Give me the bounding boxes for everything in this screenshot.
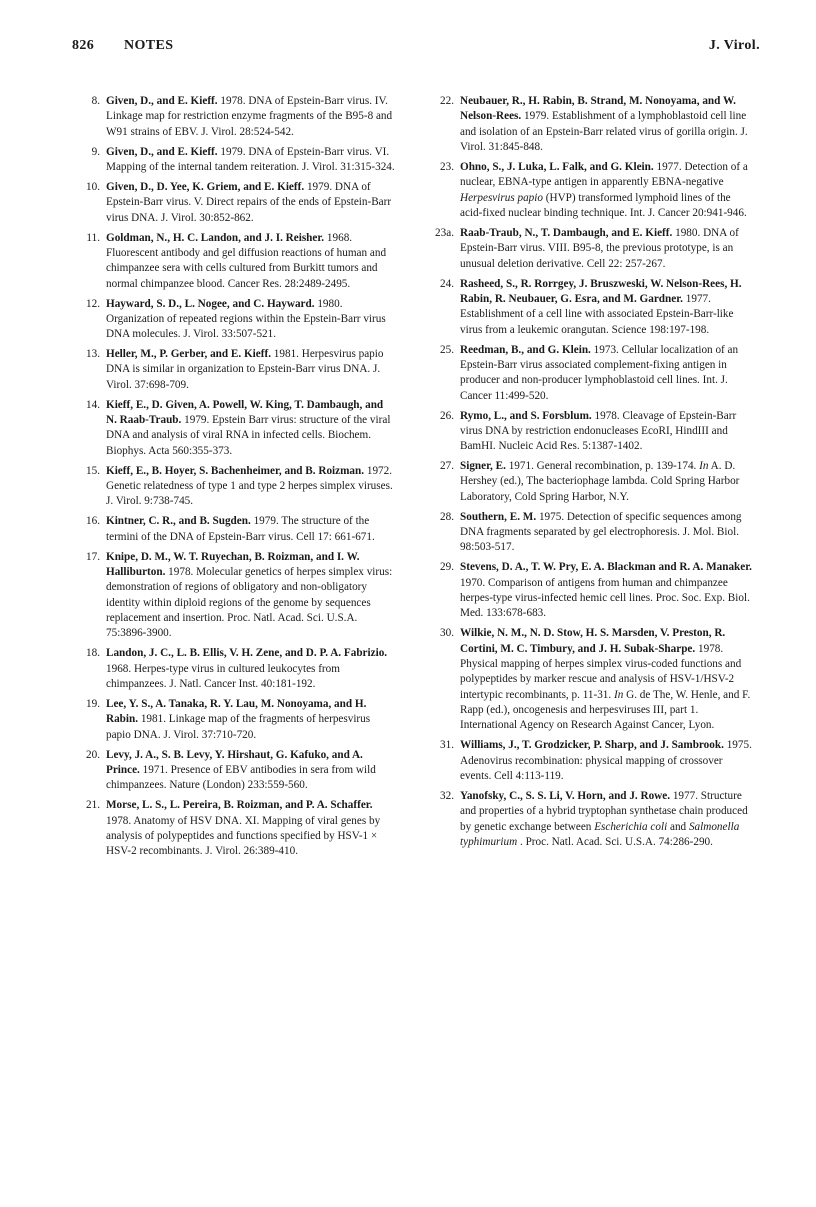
reference-number: 21.: [86, 799, 100, 812]
reference-text: 1978. Cleavage of Epstein-Barr virus DNA by restriction endonucleases EcoRI, HindIII and BamHI. Nucleic Acid Res. 5:1387-1402.: [460, 409, 737, 453]
reference-text: 1977. Structure and properties of a hybrid tryptophan synthetase chain produced by genetic exchange between: [460, 789, 748, 833]
reference-number: 15.: [86, 464, 100, 477]
reference-text: 1968. Herpes-type virus in cultured leukocytes from chimpanzees. J. Natl. Cancer Inst. 40:181-192.: [106, 662, 340, 690]
reference-number: 27.: [440, 460, 454, 473]
reference-text: 1970. Comparison of antigens from human and chimpanzee herpes-type virus-infected hemic cell lines. Proc. Soc. Exp. Biol. Med. 133:678-683.: [460, 576, 750, 620]
reference-text: and: [670, 820, 687, 833]
reference-entry: [70, 514, 396, 545]
reference-authors: Kieff, E., D. Given, A. Powell, W. King, T. Dambaugh, and N. Raab-Traub.: [106, 398, 384, 427]
reference-text: 1980. DNA of Epstein-Barr virus. VIII. B95-8, the previous prototype, is an unusual deletion derivative. Cell 22: 257-267.: [460, 226, 739, 270]
reference-text: 1977. Detection of a nuclear, EBNA-type antigen in apparently EBNA-negative: [460, 160, 748, 189]
reference-text: (HVP) transformed lymphoid lines of the acid-fixed nuclear binding technique. Int. J. Cancer 20:941-946.: [460, 191, 747, 219]
reference-number: 10.: [86, 180, 100, 193]
reference-entry: [424, 738, 754, 784]
section-title: NOTES: [124, 38, 174, 53]
reference-entry: [70, 748, 396, 794]
reference-authors: Given, D., and E. Kieff.: [106, 145, 218, 158]
reference-authors: Given, D., and E. Kieff.: [106, 95, 218, 107]
reference-authors: Stevens, D. A., T. W. Pry, E. A. Blackman and R. A. Manaker.: [460, 561, 752, 574]
reference-entry: [70, 347, 396, 393]
reference-number: 16.: [86, 515, 100, 528]
reference-entry: [424, 560, 754, 621]
reference-italic: Escherichia coli: [594, 820, 668, 833]
reference-authors: Landon, J. C., L. B. Ellis, V. H. Zene, and D. P. A. Fabrizio.: [106, 647, 388, 660]
page-number: 826: [72, 38, 95, 53]
reference-text: 1979. Epstein Barr virus: structure of the viral DNA and analysis of viral RNA in infected cells. Biochem. Biophys. Acta 560:355-373.: [106, 414, 391, 457]
reference-number: 17.: [86, 550, 100, 563]
reference-entry: [424, 459, 754, 505]
references-right-column: [424, 94, 754, 855]
reference-authors: Kieff, E., B. Hoyer, S. Bachenheimer, and B. Roizman.: [106, 464, 365, 477]
reference-number: 25.: [440, 343, 454, 356]
reference-entry: [70, 94, 396, 140]
reference-text: 1979. DNA of Epstein-Barr virus. V. Direct repairs of the ends of Epstein-Barr virus DNA. J. Virol. 30:852-862.: [106, 180, 392, 224]
reference-entry: [424, 343, 754, 404]
reference-authors: Williams, J., T. Grodzicker, P. Sharp, and J. Sambrook.: [460, 739, 724, 752]
reference-number: 12.: [86, 297, 100, 310]
reference-number: 28.: [440, 510, 454, 523]
reference-text: 1977. Establishment of a cell line with associated Epstein-Barr-like virus from a leukemic orangutan. Science 198:197-198.: [460, 292, 734, 336]
reference-number: 14.: [86, 398, 100, 411]
reference-entry: [424, 160, 754, 221]
reference-authors: Lee, Y. S., A. Tanaka, R. Y. Lau, M. Nonoyama, and H. Rabin.: [106, 697, 367, 726]
reference-number: 30.: [440, 627, 454, 640]
reference-authors: Knipe, D. M., W. T. Ruyechan, B. Roizman, and I. W. Halliburton.: [106, 550, 360, 578]
reference-number: 23.: [440, 160, 454, 173]
reference-authors: Raab-Traub, N., T. Dambaugh, and E. Kieff.: [460, 226, 673, 239]
reference-authors: Neubauer, R., H. Rabin, B. Strand, M. Nonoyama, and W. Nelson-Rees.: [460, 95, 736, 123]
reference-entry: [424, 626, 754, 733]
reference-number: 32.: [440, 789, 454, 802]
references-left-column: [70, 94, 396, 864]
reference-entry: [70, 145, 396, 176]
journal-abbrev: J. Virol.: [708, 38, 760, 53]
reference-entry: [70, 180, 396, 226]
reference-text: 1981. Linkage map of the fragments of herpesvirus papio DNA. J. Virol. 37:710-720.: [106, 713, 371, 741]
reference-text: 1978. Molecular genetics of herpes simplex virus: demonstration of regions of obligatory and non-obligatory identity within diploid regions of the genome by sequences replacement and insertion. Proc. Natl. Acad. Sci. U.S.A. 75:3896-3900.: [106, 565, 393, 640]
reference-authors: Reedman, B., and G. Klein.: [460, 343, 591, 356]
reference-entry: [70, 798, 396, 859]
reference-entry: [70, 398, 396, 459]
reference-number: 23a.: [435, 226, 454, 239]
reference-authors: Goldman, N., H. C. Landon, and J. I. Reisher.: [106, 231, 325, 244]
reference-text: 1980. Organization of repeated regions within the Epstein-Barr virus DNA molecules. J. Virol. 33:507-521.: [106, 297, 386, 341]
reference-entry: [424, 510, 754, 556]
reference-number: 22.: [440, 95, 454, 107]
reference-number: 19.: [86, 697, 100, 710]
reference-number: 9.: [91, 145, 100, 158]
reference-authors: Yanofsky, C., S. S. Li, V. Horn, and J. Rowe.: [460, 789, 671, 802]
reference-number: 8.: [91, 95, 100, 107]
reference-authors: Rymo, L., and S. Forsblum.: [460, 409, 592, 422]
reference-entry: [70, 297, 396, 343]
reference-authors: Ohno, S., J. Luka, L. Falk, and G. Klein.: [460, 160, 654, 173]
reference-authors: Signer, E.: [460, 460, 506, 473]
reference-entry: [70, 464, 396, 510]
reference-italic: Salmonella typhimurium: [460, 820, 740, 848]
reference-authors: Levy, J. A., S. B. Levy, Y. Hirshaut, G. Kafuko, and A. Prince.: [106, 748, 363, 776]
reference-entry: [424, 409, 754, 455]
reference-authors: Rasheed, S., R. Rorrgey, J. Bruszweski, W. Nelson-Rees, H. Rabin, R. Neubauer, G. Esra, and M. Gardner.: [460, 277, 742, 305]
reference-authors: Heller, M., P. Gerber, and E. Kieff.: [106, 348, 271, 361]
reference-authors: Southern, E. M.: [460, 510, 537, 523]
reference-text: . Proc. Natl. Acad. Sci. U.S.A. 74:286-290.: [519, 836, 713, 848]
reference-number: 26.: [440, 409, 454, 422]
reference-text: 1979. DNA of Epstein-Barr virus. VI. Mapping of the internal tandem reiteration. J. Virol. 31:315-324.: [106, 145, 395, 173]
reference-text: A. D. Hershey (ed.), The bacteriophage lambda. Cold Spring Harbor Laboratory, Cold Spring Harbor, N.Y.: [460, 460, 740, 503]
reference-text: 1975. Detection of specific sequences among DNA fragments separated by gel electrophoresis. J. Mol. Biol. 98:503-517.: [460, 510, 742, 554]
page-header: [72, 38, 760, 58]
reference-authors: Morse, L. S., L. Pereira, B. Roizman, and P. A. Schaffer.: [106, 799, 373, 812]
reference-text: 1979. Establishment of a lymphoblastoid cell line and isolation of an Epstein-Barr related virus of gorilla origin. J. Virol. 31:845-848.: [460, 110, 748, 154]
reference-number: 31.: [440, 739, 454, 752]
reference-italic: Herpesvirus papio: [460, 191, 543, 204]
reference-authors: Given, D., D. Yee, K. Griem, and E. Kieff.: [106, 180, 305, 193]
reference-number: 24.: [440, 277, 454, 290]
reference-entry: [70, 697, 396, 743]
reference-text: 1968. Fluorescent antibody and gel diffusion reactions of human and chimpanzee sera with cells cultured from Burkitt tumors and normal chimpanzee blood. Cancer Res. 28:2489-2495.: [106, 231, 387, 290]
reference-entry: [424, 226, 754, 272]
reference-entry: [424, 277, 754, 338]
reference-entry: [424, 789, 754, 850]
reference-text: 1978. DNA of Epstein-Barr virus. IV. Linkage map for restriction enzyme fragments of the B95-8 and W91 strains of EBV. J. Virol. 28:524-542.: [106, 95, 393, 138]
reference-number: 11.: [86, 231, 100, 244]
reference-text: 1972. Genetic relatedness of type 1 and type 2 herpes simplex viruses. J. Virol. 9:738-745.: [106, 464, 393, 508]
reference-text: 1973. Cellular localization of an Epstein-Barr virus associated complement-fixing antigen in producer and non-producer lymphoblastoid cell lines. Int. J. Cancer 11:499-520.: [460, 343, 739, 402]
reference-entry: [70, 550, 396, 642]
reference-entry: [70, 231, 396, 292]
reference-text: 1981. Herpesvirus papio DNA is similar in organization to Epstein-Barr virus DNA. J. Virol. 37:698-709.: [106, 348, 384, 391]
reference-italic: In: [614, 688, 624, 701]
reference-number: 18.: [86, 647, 100, 660]
reference-italic: In: [699, 460, 709, 473]
reference-authors: Hayward, S. D., L. Nogee, and C. Hayward.: [106, 297, 315, 310]
reference-entry: [424, 94, 754, 155]
reference-authors: Kintner, C. R., and B. Sugden.: [106, 515, 251, 528]
reference-entry: [70, 646, 396, 692]
reference-number: 20.: [86, 748, 100, 761]
reference-text: G. de The, W. Henle, and F. Rapp (ed.), oncogenesis and herpesviruses III, part 1. International Agency on Research Against Cancer, Lyon.: [460, 688, 751, 732]
reference-text: 1978. Anatomy of HSV DNA. XI. Mapping of viral genes by analysis of polypeptides and functions specified by HSV-1 × HSV-2 recombinants. J. Virol. 26:389-410.: [106, 814, 381, 858]
reference-number: 13.: [86, 348, 100, 361]
reference-text: 1978. Physical mapping of herpes simplex virus-coded functions and polypeptides by marker rescue and analysis of HSV-1/HSV-2 intertypic recombinants, p. 11-31.: [460, 642, 742, 701]
reference-text: 1971. Presence of EBV antibodies in sera from wild chimpanzees. Nature (London) 233:559-560.: [106, 763, 376, 792]
reference-text: 1979. The structure of the termini of the DNA of Epstein-Barr virus. Cell 17: 661-671.: [106, 515, 375, 543]
reference-authors: Wilkie, N. M., N. D. Stow, H. S. Marsden, V. Preston, R. Cortini, M. C. Timbury, and J. H. Subak-Sharpe.: [460, 627, 726, 655]
reference-text: 1975. Adenovirus recombination: physical mapping of crossover events. Cell 4:113-119.: [460, 739, 752, 783]
reference-number: 29.: [440, 561, 454, 574]
reference-text: 1971. General recombination, p. 139-174.: [508, 460, 697, 473]
